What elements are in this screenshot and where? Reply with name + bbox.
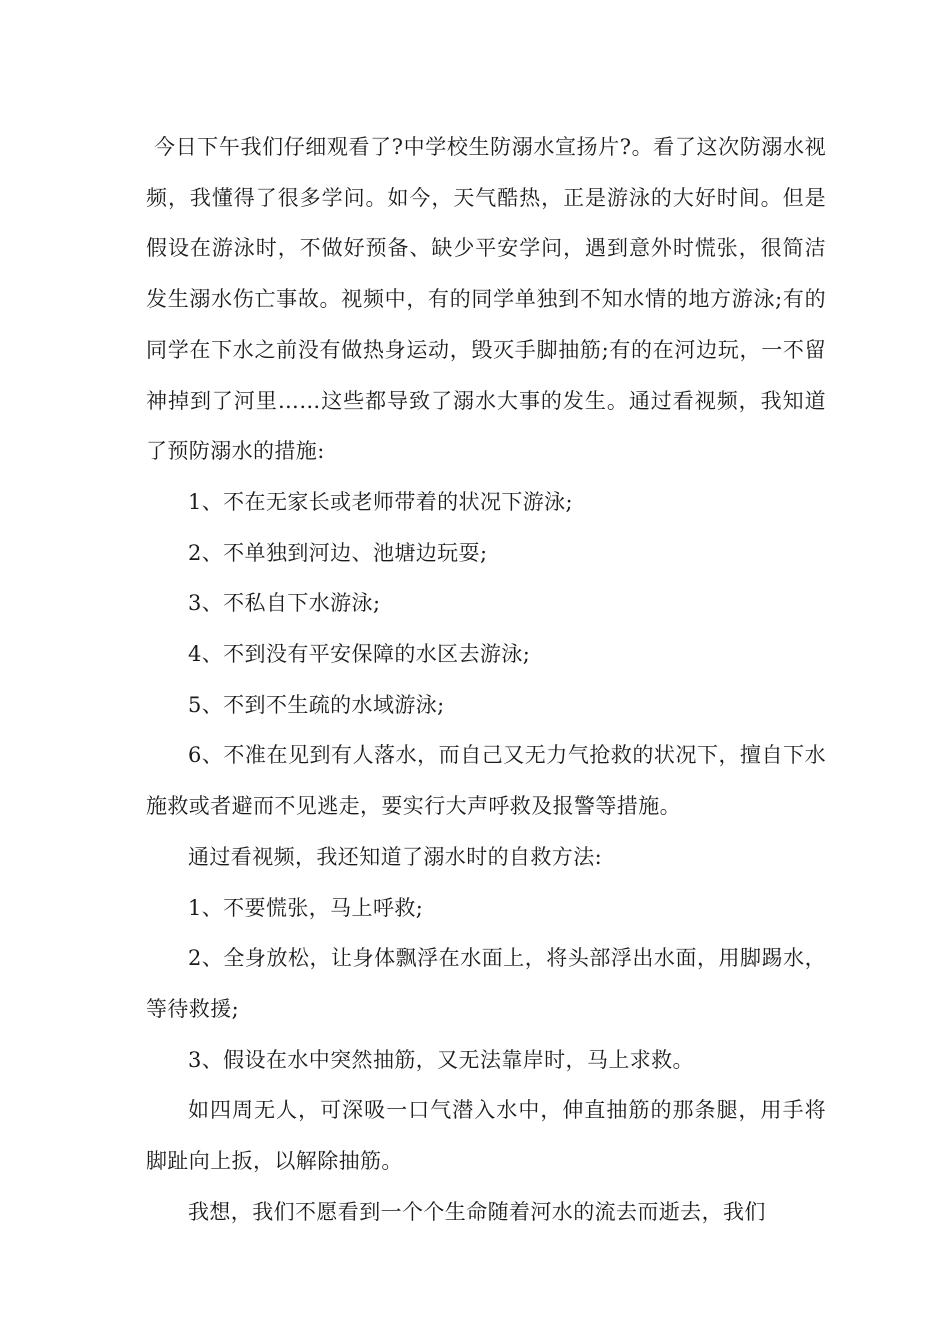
closing-paragraph: 我想，我们不愿看到一个个生命随着河水的流去而逝去，我们 [188, 1199, 766, 1224]
prevention-item-3: 3、不私自下水游泳; [188, 591, 381, 616]
prevention-item-4: 4、不到没有平安保障的水区去游泳; [188, 642, 531, 667]
prevention-item-2: 2、不单独到河边、池塘边玩耍; [188, 540, 488, 565]
prevention-item-5: 5、不到不生疏的水域游泳; [188, 692, 445, 717]
self-rescue-item-2: 2、全身放松，让身体飘浮在水面上，将头部浮出水面，用脚踢水，等待救援; [146, 946, 826, 1021]
self-rescue-item-3: 3、假设在水中突然抽筋，又无法靠岸时，马上求救。 [188, 1047, 694, 1072]
cramp-relief-paragraph: 如四周无人，可深吸一口气潜入水中，伸直抽筋的那条腿，用手将脚趾向上扳，以解除抽筋。 [146, 1098, 826, 1174]
intro-paragraph: 今日下午我们仔细观看了?中学校生防溺水宣扬片?。看了这次防溺水视频，我懂得了很多学问。如今，天气酷热，正是游泳的大好时间。但是假设在游泳时，不做好预备、缺少平安学问，遇到意外时慌张，很简洁发生溺水伤亡事故。视频中，有的同学单独到不知水情的地方游泳;有的同学在下水之前没有做热身运动，毁灭手脚抽筋;有的在河边玩，一不留神掉到了河里……这些都导致了溺水大事的发生。通过看视频，我知道了预防溺水的措施: [146, 135, 826, 464]
self-rescue-item-1: 1、不要慌张，马上呼救; [188, 895, 424, 920]
prevention-item-6: 6、不准在见到有人落水，而自己又无力气抢救的状况下，擅自下水施救或者避而不见逃走，要实行大声呼救及报警等措施。 [146, 743, 826, 819]
self-rescue-intro: 通过看视频，我还知道了溺水时的自救方法: [188, 844, 603, 869]
prevention-item-1: 1、不在无家长或老师带着的状况下游泳; [188, 489, 574, 514]
document-body [146, 122, 826, 1237]
